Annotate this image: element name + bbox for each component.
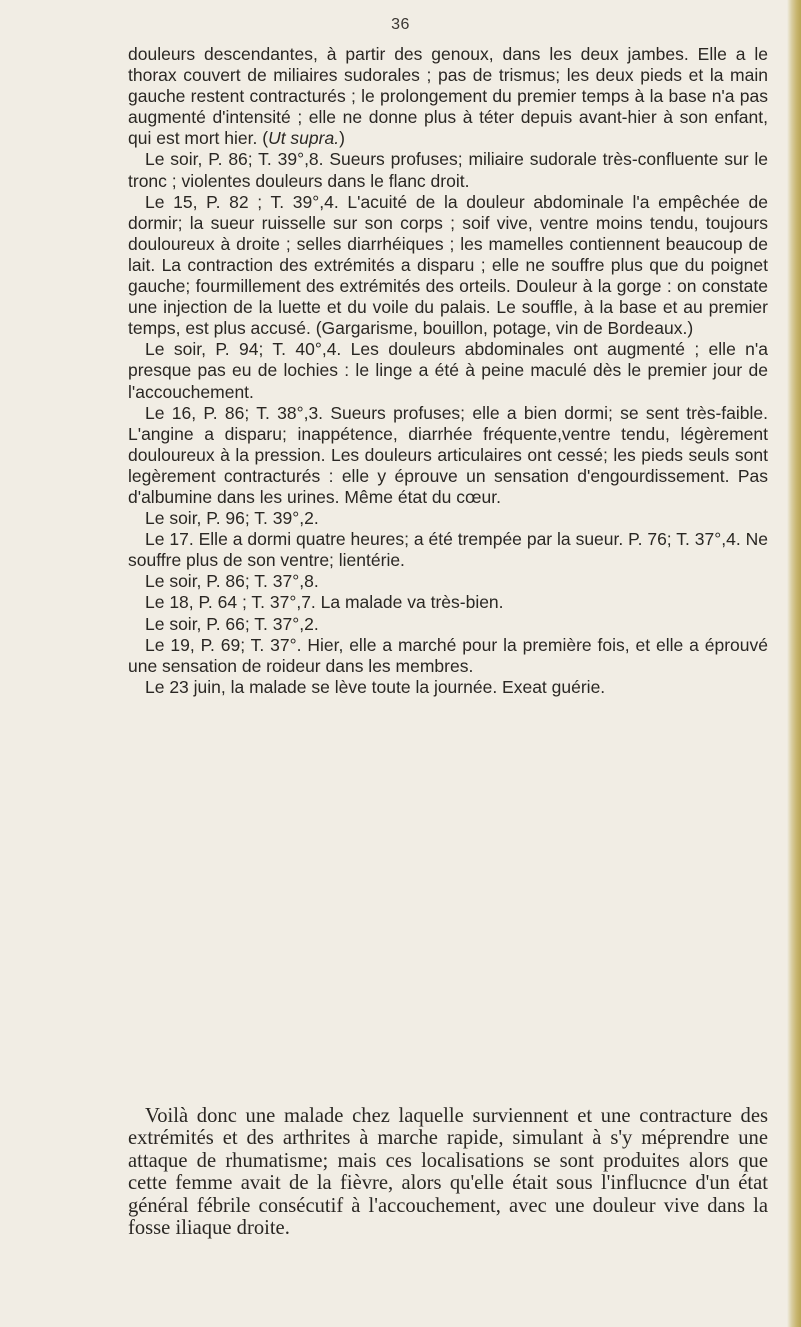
intro-text: douleurs descendantes, à partir des genoux, dans les deux jambes. Elle a le thorax couvert de miliaires sudorales ; pas de trismus; les deux pieds et la main gauche restent contracturés ; le prolongement du premier temps à la base n'a pas augmenté d'intensité ; elle ne donne plus à téter depuis avant-hier à son enfant, qui est mort hier. ( bbox=[128, 44, 768, 149]
case-entry-evening-14: Le soir, P. 86; T. 39°,8. Sueurs profuses; miliaire sudorale très-confluente sur le tronc ; violentes douleurs dans le flanc droit. bbox=[128, 149, 768, 191]
case-paragraph-intro bbox=[128, 44, 768, 149]
page-number: 36 bbox=[391, 16, 410, 33]
case-entry-evening-18: Le soir, P. 66; T. 37°,2. bbox=[145, 613, 319, 634]
case-entry-evening-17: Le soir, P. 86; T. 37°,8. bbox=[145, 571, 319, 592]
case-entry-june-23: Le 23 juin, la malade se lève toute la journée. Exeat guérie. bbox=[145, 676, 606, 697]
case-entry-evening-15: Le soir, P. 94; T. 40°,4. Les douleurs abdominales ont augmenté ; elle n'a presque pas eu de lochies : le linge a été à peine maculé dès le premier jour de l'accouchement. bbox=[128, 339, 768, 402]
case-entry-day-19: Le 19, P. 69; T. 37°. Hier, elle a marché pour la première fois, et elle a éprouvé une sensation de roideur dans les membres. bbox=[128, 634, 768, 676]
case-entry-day-18: Le 18, P. 64 ; T. 37°,7. La malade va très-bien. bbox=[145, 592, 504, 613]
conclusion bbox=[128, 1105, 768, 1239]
case-entry-day-15: Le 15, P. 82 ; T. 39°,4. L'acuité de la douleur abdominale l'a empêchée de dormir; la sueur ruisselle sur son corps ; soif vive, ventre moins tendu, toujours douloureux à droite ; selles diarrhéiques ; les mamelles contiennent beaucoup de lait. La contraction des extrémités a disparu ; elle ne souffre plus que du poignet gauche; fourmillement des extrémités des orteils. Douleur à la gorge : on constate une injection de la luette et du voile du palais. Le souffle, à la base et au premier temps, est plus accusé. (Gargarisme, bouillon, potage, vin de Bordeaux.) bbox=[128, 191, 768, 339]
intro-reference: Ut supra. bbox=[268, 128, 340, 149]
intro-close: ) bbox=[339, 128, 345, 149]
case-entry-day-17: Le 17. Elle a dormi quatre heures; a été trempée par la sueur. P. 76; T. 37°,4. Ne souffre plus de son ventre; lientérie. bbox=[128, 529, 768, 571]
case-entry-evening-16: Le soir, P. 96; T. 39°,2. bbox=[145, 508, 319, 529]
case-entry-day-16: Le 16, P. 86; T. 38°,3. Sueurs profuses; elle a bien dormi; se sent très-faible. L'angine a disparu; inappétence, diarrhée fréquente,ventre tendu, légèrement douloureux à la pression. Les douleurs articulaires ont cessé; les pieds seuls sont legèrement contracturés : elle y éprouve un sensation d'engourdissement. Pas d'albumine dans les urines. Même état du cœur. bbox=[128, 402, 768, 507]
case-notes bbox=[128, 44, 768, 698]
page-edge bbox=[787, 0, 801, 1327]
conclusion-paragraph: Voilà donc une malade chez laquelle surviennent et une contracture des extrémités et des arthrites à marche rapide, simulant à s'y méprendre une attaque de rhumatisme; mais ces localisations se sont produites alors que cette femme avait de la fièvre, alors qu'elle était sous l'influcnce d'un état général fébrile consécutif à l'accouchement, avec une douleur vive dans la fosse iliaque droite. bbox=[128, 1105, 768, 1240]
